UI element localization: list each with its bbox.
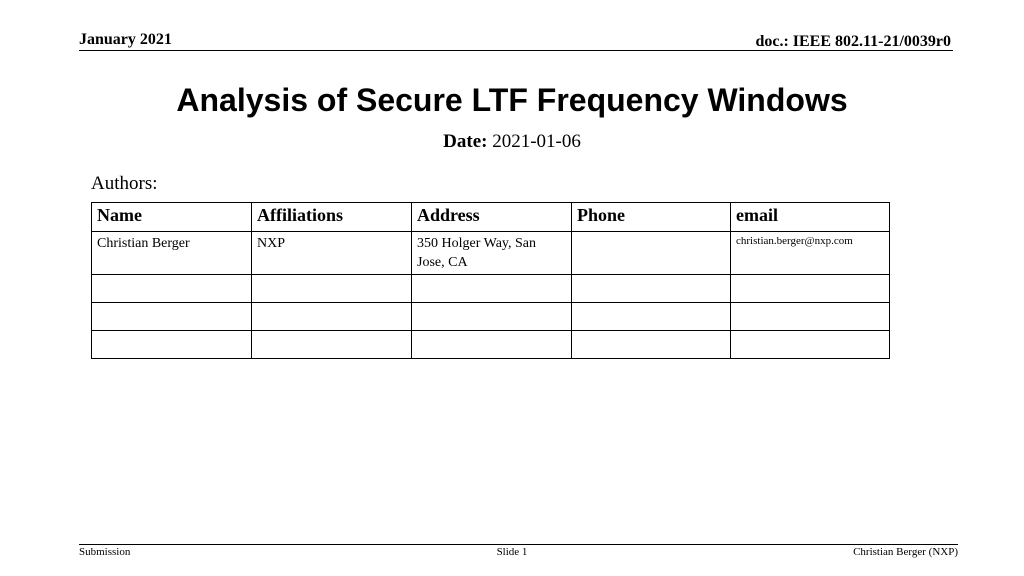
cell-address xyxy=(412,303,572,331)
cell-email xyxy=(731,331,890,359)
cell-address xyxy=(412,331,572,359)
date-label: Date: xyxy=(443,131,488,152)
slide-title: Analysis of Secure LTF Frequency Windows xyxy=(176,82,848,118)
cell-address: 350 Holger Way, San Jose, CA xyxy=(412,232,572,275)
cell-phone xyxy=(572,232,731,275)
cell-name xyxy=(92,275,252,303)
header-cell-name: Name xyxy=(92,203,252,232)
footer-slide-number: Slide 1 xyxy=(496,546,528,558)
table-row xyxy=(92,232,890,275)
cell-phone xyxy=(572,275,731,303)
cell-email: christian.berger@nxp.com xyxy=(731,232,890,275)
footer-divider xyxy=(79,544,958,545)
cell-phone xyxy=(572,303,731,331)
cell-address xyxy=(412,275,572,303)
date-value: 2021-01-06 xyxy=(492,131,581,152)
cell-email xyxy=(731,303,890,331)
footer-author: Christian Berger (NXP) xyxy=(853,546,958,558)
cell-affiliation xyxy=(252,303,412,331)
table-row xyxy=(92,275,890,303)
cell-name xyxy=(92,303,252,331)
cell-name: Christian Berger xyxy=(92,232,252,275)
header-doc-id: doc.: IEEE 802.11-21/0039r0 xyxy=(755,33,951,50)
cell-phone xyxy=(572,331,731,359)
table-row xyxy=(92,331,890,359)
cell-email xyxy=(731,275,890,303)
authors-label: Authors: xyxy=(91,173,158,194)
cell-affiliation: NXP xyxy=(252,232,412,275)
cell-affiliation xyxy=(252,275,412,303)
authors-table xyxy=(91,202,890,359)
table-header-row xyxy=(92,203,890,232)
cell-affiliation xyxy=(252,331,412,359)
date-line xyxy=(0,131,1024,153)
header-date: January 2021 xyxy=(79,31,172,48)
header-cell-affiliations: Affiliations xyxy=(252,203,412,232)
header-divider xyxy=(79,50,953,51)
header-cell-phone: Phone xyxy=(572,203,731,232)
header-cell-address: Address xyxy=(412,203,572,232)
footer-submission: Submission xyxy=(79,546,131,558)
header-cell-email: email xyxy=(731,203,890,232)
table-row xyxy=(92,303,890,331)
cell-name xyxy=(92,331,252,359)
